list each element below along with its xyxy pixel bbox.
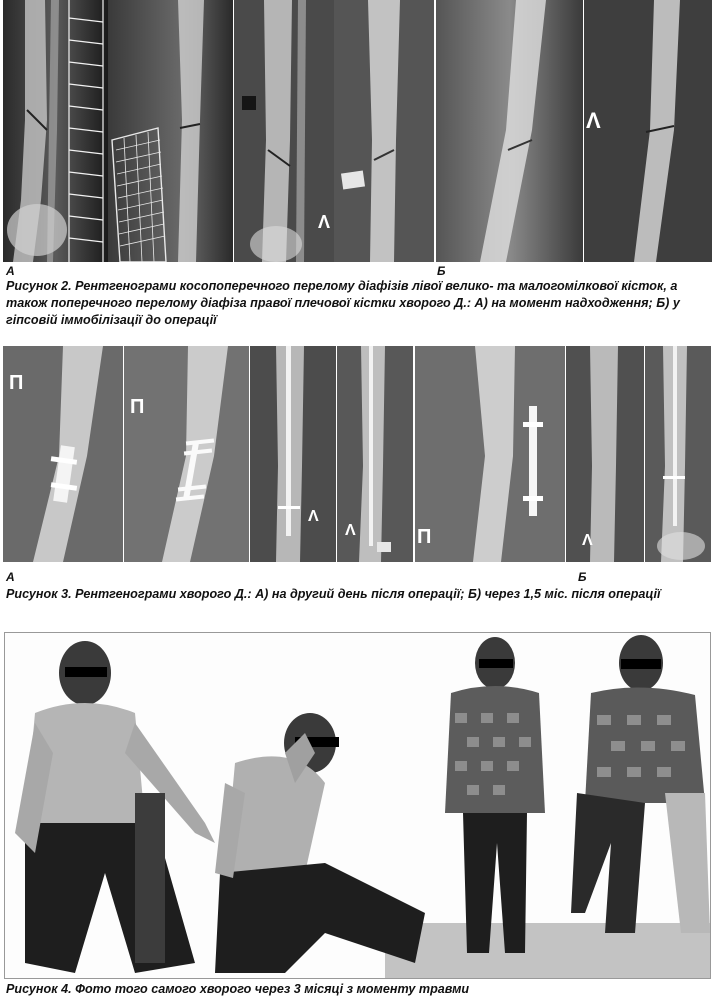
- xray-humerus-cast-1: [436, 0, 583, 262]
- view-marker-7: П: [417, 526, 432, 548]
- xray-followup-tibia-ap: [566, 346, 644, 562]
- xray-lower-leg-splint: [3, 0, 108, 262]
- xray-postop-tibia-ap: [250, 346, 336, 562]
- figure-3-panel-a-label: А: [6, 570, 15, 584]
- xray-humerus-mesh: [108, 0, 233, 262]
- figure-2-caption: [6, 278, 706, 329]
- figure-4-caption-label: Рисунок 4.: [6, 982, 72, 996]
- view-marker-8: Λ: [582, 532, 593, 549]
- xray-postop-humerus-ap: [3, 346, 123, 562]
- figure-2-panel-a-label: А: [6, 264, 15, 278]
- xray-postop-tibia-lateral: [337, 346, 413, 562]
- figure-2-caption-text: Рентгенограми косопоперечного перелому діафізів лівої велико- та малогомілкової кісток, а також поперечного перелому діафіза правої плечової кістки хворого Д.: А) на момент надходження; Б) у гіпсовій іммобілізації до операції: [6, 279, 680, 327]
- figure-3-caption-label: Рисунок 3.: [6, 587, 72, 601]
- xray-postop-humerus-lateral: [124, 346, 249, 562]
- view-marker-3: П: [9, 372, 24, 394]
- xray-humerus-cast-2: [584, 0, 712, 262]
- view-marker-5: Λ: [308, 508, 319, 525]
- figure-3-panel-b-label: Б: [578, 570, 587, 584]
- xray-followup-tibia-lateral: [645, 346, 711, 562]
- xray-tibia-cast-lateral: [334, 0, 434, 262]
- view-marker-2: Λ: [586, 108, 601, 133]
- figure-2-panel-b-label: Б: [437, 264, 446, 278]
- view-marker-1: Λ: [318, 212, 331, 232]
- figure-2-caption-label: Рисунок 2.: [6, 279, 72, 293]
- xray-tibia-cast-ap: [234, 0, 334, 262]
- figure-3-caption-text: Рентгенограми хворого Д.: А) на другий день після операції; Б) через 1,5 міс. після операції: [75, 587, 661, 601]
- figure-3: [3, 346, 711, 562]
- view-marker-6: Λ: [345, 522, 356, 539]
- figure-4-caption-text: Фото того самого хворого через 3 місяці з моменту травми: [75, 982, 470, 996]
- figure-3-caption: [6, 586, 706, 603]
- figure-4-caption: [6, 981, 706, 998]
- figure-4-photo: [4, 632, 711, 979]
- figure-2: [0, 0, 713, 262]
- xray-followup-humerus: [415, 346, 565, 562]
- view-marker-4: П: [130, 396, 145, 418]
